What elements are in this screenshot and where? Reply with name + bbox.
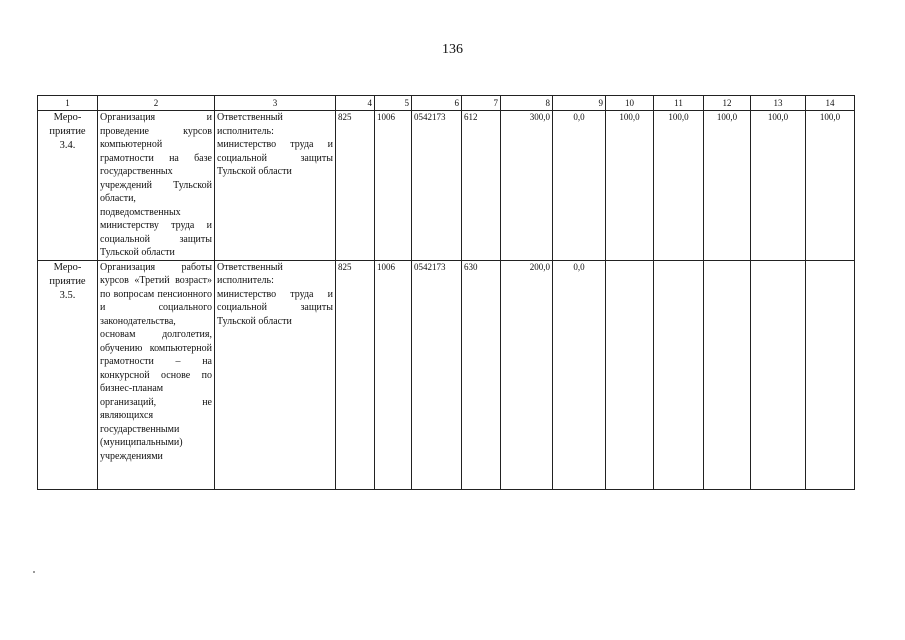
- column-header-3: 3: [215, 96, 336, 111]
- column-header-11: 11: [654, 96, 704, 111]
- event-label-line: Меро-: [53, 112, 82, 123]
- column-header-13: 13: [751, 96, 806, 111]
- event-description: Организация работы курсов «Третий возраст» по вопросам пенсионного и социального законодательства, основам долголетия, обучению компьютерной грамотности – на конкурсной основе по бизнес-планам организаций, не являющихся государственными (муниципальными) учреждениями: [98, 260, 215, 489]
- column-header-14: 14: [806, 96, 855, 111]
- table-row: [38, 111, 855, 261]
- column-header-1: 1: [38, 96, 98, 111]
- event-cell: [38, 260, 98, 489]
- cell-col-9: 0,0: [553, 260, 606, 489]
- column-number-row: [38, 96, 855, 111]
- event-cell: [38, 111, 98, 261]
- cell-col-13: [751, 260, 806, 489]
- cell-col-14: [806, 260, 855, 489]
- cell-col-6: 0542173: [412, 260, 462, 489]
- column-header-8: 8: [501, 96, 553, 111]
- cell-col-8: 300,0: [501, 111, 553, 261]
- column-header-5: 5: [375, 96, 412, 111]
- event-label-line: Меро-: [53, 261, 82, 273]
- event-description: Организация и проведение курсов компьютерной грамотности на базе государственных учреждений Тульской области, подведомственных министерству труда и социальной защиты Тульской области: [98, 111, 215, 261]
- responsible-executor: Ответственный исполнитель: министерство труда и социальной защиты Тульской области: [215, 260, 336, 489]
- cell-col-12: [704, 260, 751, 489]
- page-number: 136: [442, 42, 463, 57]
- column-header-12: 12: [704, 96, 751, 111]
- column-header-10: 10: [606, 96, 654, 111]
- budget-table: [37, 95, 855, 490]
- table-row: [38, 260, 855, 489]
- event-number: 3.5.: [59, 289, 76, 301]
- cell-col-5: 1006: [375, 111, 412, 261]
- cell-col-5: 1006: [375, 260, 412, 489]
- cell-col-12: 100,0: [704, 111, 751, 261]
- scan-speck: [33, 571, 35, 573]
- cell-col-9: 0,0: [553, 111, 606, 261]
- cell-col-4: 825: [336, 260, 375, 489]
- cell-col-7: 612: [462, 111, 501, 261]
- column-header-4: 4: [336, 96, 375, 111]
- cell-col-6: 0542173: [412, 111, 462, 261]
- cell-col-4: 825: [336, 111, 375, 261]
- column-header-9: 9: [553, 96, 606, 111]
- cell-col-14: 100,0: [806, 111, 855, 261]
- cell-col-11: 100,0: [654, 111, 704, 261]
- column-header-7: 7: [462, 96, 501, 111]
- cell-col-7: 630: [462, 260, 501, 489]
- event-label-line: приятие: [49, 275, 86, 287]
- event-label-line: приятие: [49, 126, 86, 137]
- column-header-6: 6: [412, 96, 462, 111]
- column-header-2: 2: [98, 96, 215, 111]
- event-number: 3.4.: [59, 140, 76, 151]
- cell-col-8: 200,0: [501, 260, 553, 489]
- responsible-executor: Ответственный исполнитель: министерство труда и социальной защиты Тульской области: [215, 111, 336, 261]
- cell-col-13: 100,0: [751, 111, 806, 261]
- cell-col-10: [606, 260, 654, 489]
- cell-col-11: [654, 260, 704, 489]
- cell-col-10: 100,0: [606, 111, 654, 261]
